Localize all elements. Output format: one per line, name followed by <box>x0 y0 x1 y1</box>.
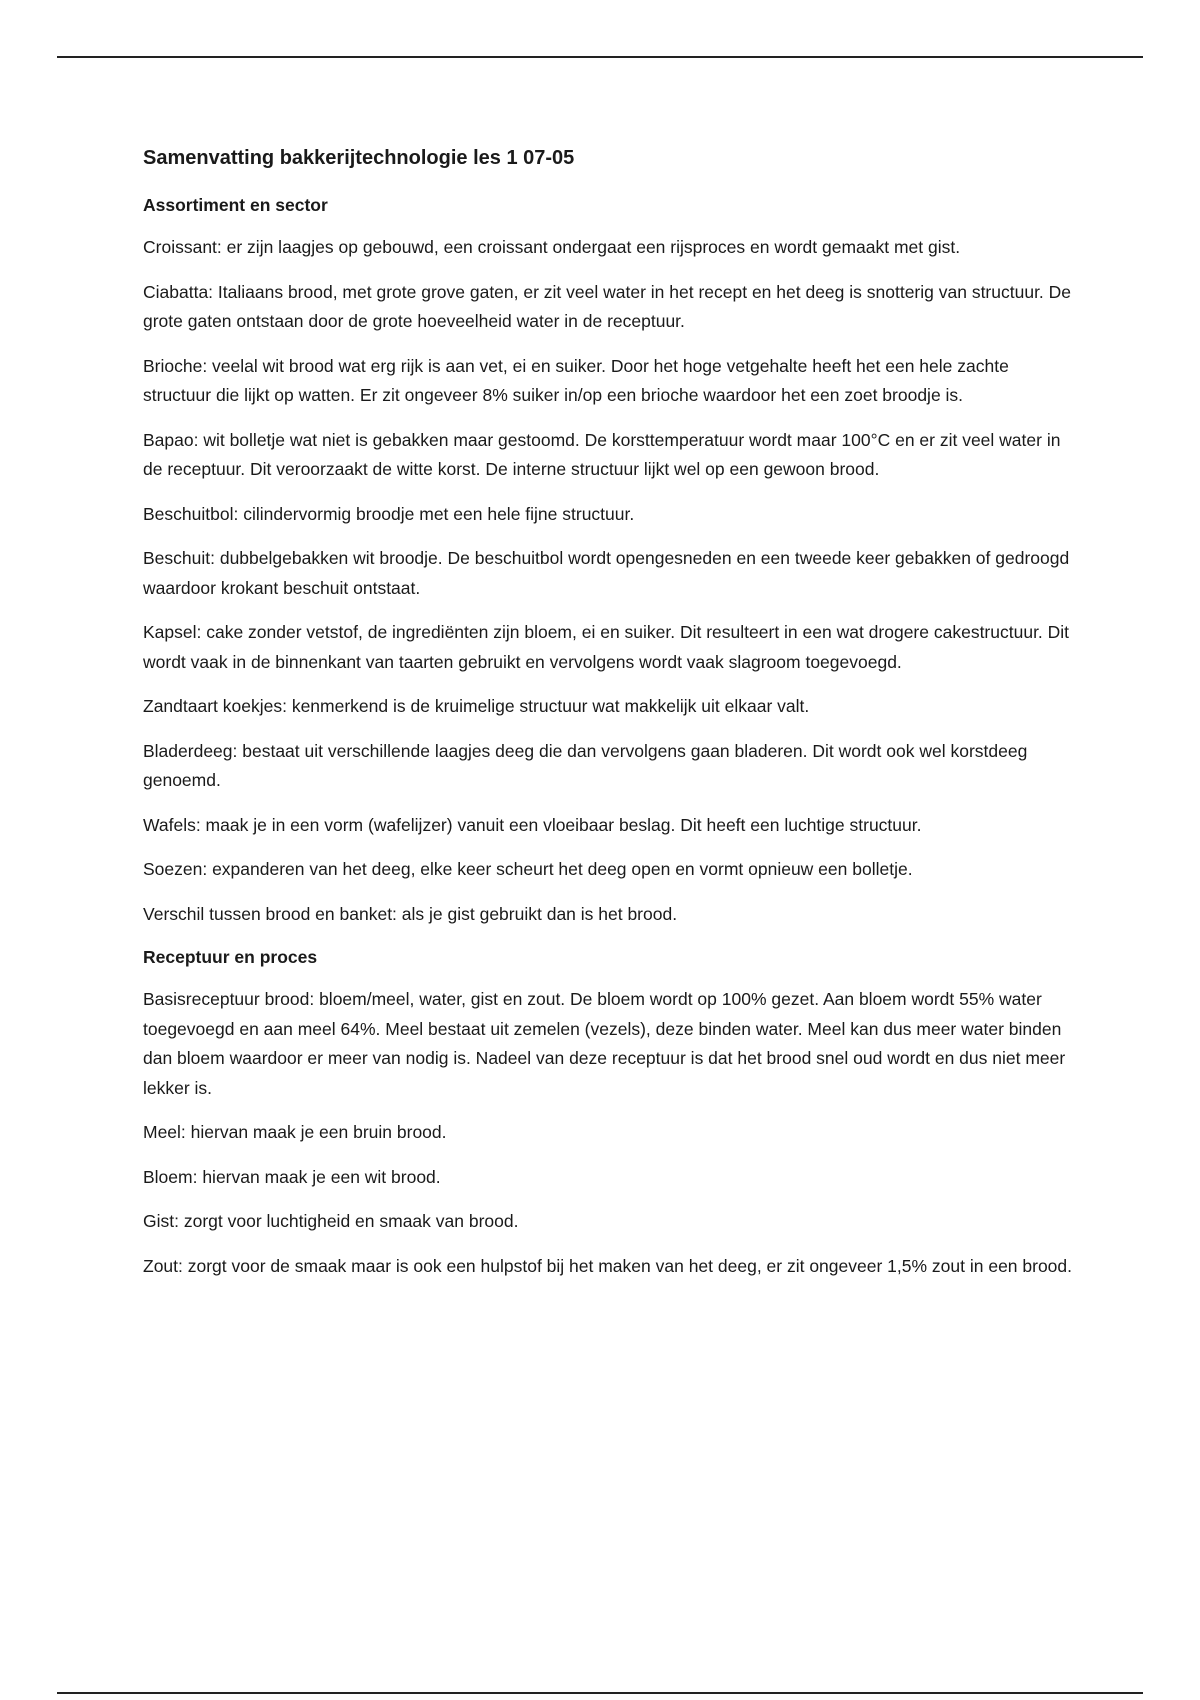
paragraph-ciabatta: Ciabatta: Italiaans brood, met grote grove gaten, er zit veel water in het recept en het deeg is snotterig van structuur. De grote gaten ontstaan door de grote hoeveelheid water in de receptuur. <box>143 281 1072 331</box>
paragraph-croissant: Croissant: er zijn laagjes op gebouwd, een croissant ondergaat een rijsproces en wordt gemaakt met gist. <box>143 237 961 257</box>
footer-rule <box>57 1692 1143 1694</box>
paragraph-bapao: Bapao: wit bolletje wat niet is gebakken maar gestoomd. De korsttemperatuur wordt maar 100°C en er zit veel water in de receptuur. Dit veroorzaakt de witte korst. De interne structuur lijkt wel op een gewoon brood. <box>143 429 1061 479</box>
paragraph-zandtaart: Zandtaart koekjes: kenmerkend is de kruimelige structuur wat makkelijk uit elkaar valt. <box>143 696 810 716</box>
header-rule <box>57 56 1143 58</box>
paragraph-gist: Gist: zorgt voor luchtigheid en smaak van brood. <box>143 1211 519 1231</box>
section-heading: Assortiment en sector <box>143 195 328 215</box>
paragraph-brioche: Brioche: veelal wit brood wat erg rijk is aan vet, ei en suiker. Door het hoge vetgehalte heeft het een hele zachte structuur die lijkt op watten. Er zit ongeveer 8% suiker in/op een brioche waardoor het een zoet broodje is. <box>143 355 1009 405</box>
section-heading: Receptuur en proces <box>143 947 318 967</box>
paragraph-basisreceptuur: Basisreceptuur brood: bloem/meel, water, gist en zout. De bloem wordt op 100% gezet. Aan bloem wordt 55% water toegevoegd en aan meel 64%. Meel bestaat uit zemelen (vezels), deze binden water. Meel kan dus meer water binden dan bloem waardoor er meer van nodig is. Nadeel van deze receptuur is dat het brood snel oud wordt en dus niet meer lekker is. <box>143 989 1066 1098</box>
paragraph-kapsel: Kapsel: cake zonder vetstof, de ingrediënten zijn bloem, ei en suiker. Dit resulteert in een wat drogere cakestructuur. Dit wordt vaak in de binnenkant van taarten gebruikt en vervolgens wordt vaak slagroom toegevoegd. <box>143 622 1070 672</box>
paragraph-wafels: Wafels: maak je in een vorm (wafelijzer) vanuit een vloeibaar beslag. Dit heeft een luchtige structuur. <box>143 814 922 835</box>
section-receptuur <box>143 944 1073 1281</box>
document-title: Samenvatting bakkerijtechnologie les 1 07-05 <box>143 147 575 169</box>
paragraph-bladerdeeg: Bladerdeeg: bestaat uit verschillende laagjes deeg die dan vervolgens gaan bladeren. Dit wordt ook wel korstdeeg genoemd. <box>143 740 1028 790</box>
paragraph-beschuit: Beschuit: dubbelgebakken wit broodje. De beschuitbol wordt opengesneden en een tweede keer gebakken of gedroogd waardoor krokant beschuit ontstaat. <box>143 548 1070 598</box>
paragraph-verschil: Verschil tussen brood en banket: als je gist gebruikt dan is het brood. <box>143 903 678 924</box>
document-body <box>143 144 1073 1296</box>
section-assortiment <box>143 192 1073 929</box>
paragraph-beschuitbol: Beschuitbol: cilindervormig broodje met een hele fijne structuur. <box>143 503 635 524</box>
paragraph-bloem: Bloem: hiervan maak je een wit brood. <box>143 1166 441 1187</box>
paragraph-meel: Meel: hiervan maak je een bruin brood. <box>143 1122 447 1142</box>
paragraph-zout: Zout: zorgt voor de smaak maar is ook een hulpstof bij het maken van het deeg, er zit ongeveer 1,5% zout in een brood. <box>143 1255 1073 1276</box>
paragraph-soezen: Soezen: expanderen van het deeg, elke keer scheurt het deeg open en vormt opnieuw een bolletje. <box>143 859 913 879</box>
